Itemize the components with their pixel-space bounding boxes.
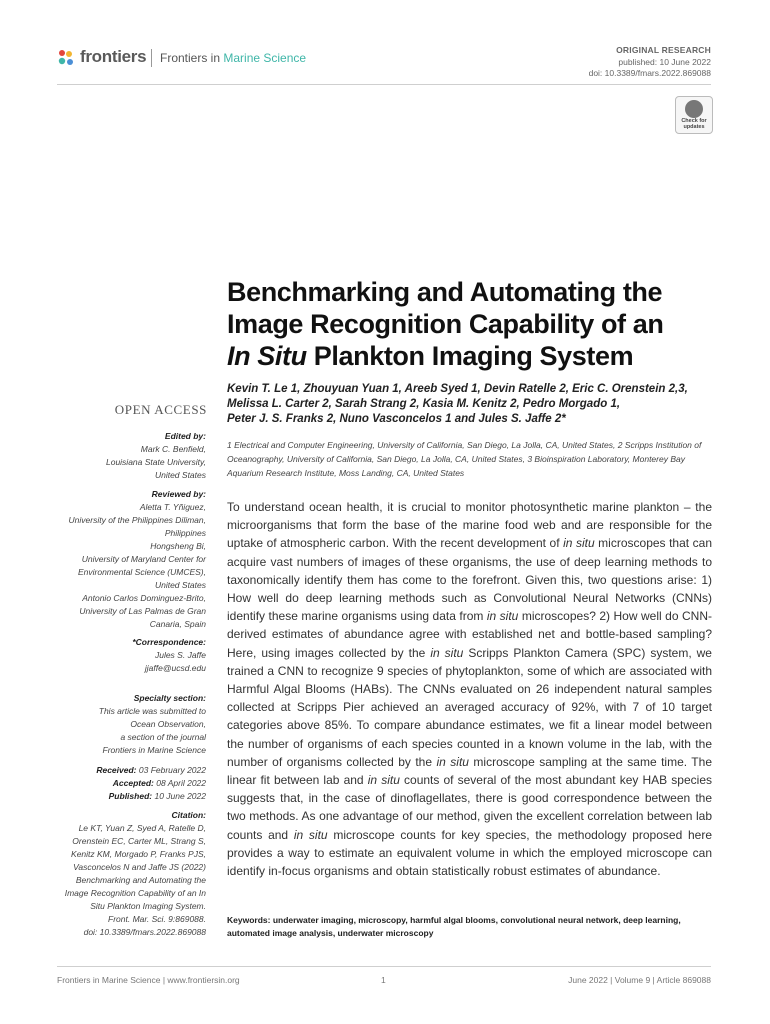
- keywords: Keywords: underwater imaging, microscopy, harmful algal blooms, convolutional neural network, deep learning, automated image analysis, underwater microscopy: [227, 915, 681, 938]
- journal-name[interactable]: [160, 51, 306, 65]
- header-divider: [57, 84, 711, 85]
- reviewer-line: Aletta T. Yñiguez,: [139, 502, 206, 512]
- citation-line: Benchmarking and Automating the: [75, 875, 206, 885]
- specialty-block: [56, 692, 206, 757]
- page-number: 1: [381, 975, 386, 985]
- published-date: published: 10 June 2022: [618, 57, 711, 67]
- author-line-2: Melissa L. Carter 2, Sarah Strang 2, Kasia M. Kenitz 2, Pedro Morgado 1,: [227, 398, 621, 410]
- citation-line: Situ Plankton Imaging System.: [90, 901, 206, 911]
- reviewer-line: Canaria, Spain: [149, 619, 206, 629]
- open-access-label: OPEN ACCESS: [114, 402, 207, 417]
- journal-prefix: Frontiers in: [160, 51, 221, 65]
- reviewer-line: Environmental Science (UMCES),: [77, 567, 206, 577]
- brand-separator: [151, 49, 152, 67]
- title-line-3: [227, 340, 707, 372]
- abstract-italic: in situ: [563, 536, 595, 551]
- title-line-1: Benchmarking and Automating the: [227, 277, 663, 307]
- abstract-segment: To understand ocean health, it is crucial to monitor photosynthetic marine plankton – the microorganisms that form the base of the marine food web and are responsible for the uptake of atmospheric carbon. With the recent development of: [227, 500, 712, 551]
- specialty-label: Specialty section:: [133, 693, 206, 703]
- correspondence-label: *Correspondence:: [132, 637, 206, 647]
- edited-by-line: United States: [154, 470, 206, 480]
- abstract-segment: microscopes? 2) How well do CNN-derived estimates of abundance agree with established net and bottle-based sampling? Here, using images collected by the: [227, 609, 712, 660]
- citation-line: Front. Mar. Sci. 9:869088.: [108, 914, 206, 924]
- footer-journal-link[interactable]: Frontiers in Marine Science | www.frontiersin.org: [57, 975, 240, 985]
- accepted-label: Accepted:: [112, 778, 154, 788]
- reviewed-by-label: Reviewed by:: [151, 489, 206, 499]
- received-label: Received:: [96, 765, 137, 775]
- journal-accent: Marine Science: [223, 51, 307, 65]
- author-line-3: Peter J. S. Franks 2, Nuno Vasconcelos 1 and Jules S. Jaffe 2*: [227, 413, 566, 425]
- citation-line: Le KT, Yuan Z, Syed A, Ratelle D,: [78, 823, 206, 833]
- article-type: ORIGINAL RESEARCH: [616, 45, 711, 55]
- affiliation-line-2: Oceanography, University of California, San Diego, La Jolla, CA, United States, 3 Bioinspiration Laboratory, Monterey Bay: [227, 454, 685, 464]
- footer-divider: [57, 966, 711, 967]
- frontiers-logo-icon: [57, 49, 75, 67]
- citation-doi[interactable]: doi: 10.3389/fmars.2022.869088: [83, 927, 206, 937]
- edited-by-label: Edited by:: [164, 431, 206, 441]
- accepted-value: 08 April 2022: [156, 778, 206, 788]
- brand-name[interactable]: frontiers: [80, 47, 147, 66]
- specialty-line: Frontiers in Marine Science: [102, 745, 206, 755]
- published-date-side: [56, 790, 206, 803]
- received-date: [56, 764, 206, 777]
- received-value: 03 February 2022: [138, 765, 206, 775]
- reviewed-by-block: [56, 488, 206, 631]
- specialty-line: This article was submitted to: [98, 706, 206, 716]
- check-for-updates-button[interactable]: [675, 96, 713, 134]
- reviewer-line: University of the Philippines Diliman,: [68, 515, 206, 525]
- author-list: [227, 382, 697, 427]
- affiliation-line-1: 1 Electrical and Computer Engineering, University of California, San Diego, La Jolla, CA, United States, 2 Scripps Institution of: [227, 440, 702, 450]
- edited-by-line: Louisiana State University,: [105, 457, 206, 467]
- reviewer-line: Philippines: [164, 528, 206, 538]
- dates-block: [56, 764, 206, 803]
- reviewer-line: Hongsheng Bi,: [150, 541, 206, 551]
- citation-line: Image Recognition Capability of an In: [64, 888, 206, 898]
- citation-line: Vasconcelos N and Jaffe JS (2022): [73, 862, 206, 872]
- abstract-italic: in situ: [293, 827, 328, 842]
- abstract-text: [227, 498, 712, 880]
- citation-label: Citation:: [171, 810, 206, 820]
- specialty-line: a section of the journal: [120, 732, 206, 742]
- reviewer-line: University of Maryland Center for: [81, 554, 206, 564]
- check-updates-icon: [685, 100, 703, 118]
- abstract-segment: microscopes that can acquire vast numbers of images of these organisms, the use of deep learning methods to taxonomically identify them has come to the forefront. Given this, two questions arise: 1) How well do deep learning methods such as Convolutional Neural Networks (CNNs) identify these marine organisms using data from: [227, 536, 712, 624]
- reviewer-line: United States: [154, 580, 206, 590]
- check-updates-label: Check for updates: [681, 118, 707, 130]
- reviewer-line: University of Las Palmas de Gran: [79, 606, 206, 616]
- title-italic: In Situ: [227, 341, 307, 371]
- affiliations: [227, 438, 712, 480]
- correspondence-email[interactable]: jjaffe@ucsd.edu: [144, 663, 206, 673]
- reviewer-line: Antonio Carlos Dominguez-Brito,: [82, 593, 206, 603]
- title-rest: Plankton Imaging System: [306, 341, 634, 371]
- footer-issue-info: June 2022 | Volume 9 | Article 869088: [568, 975, 711, 985]
- doi-link[interactable]: doi: 10.3389/fmars.2022.869088: [588, 68, 711, 78]
- abstract-italic: in situ: [486, 609, 519, 624]
- affiliation-line-3: Aquarium Research Institute, Moss Landing, CA, United States: [227, 468, 465, 478]
- published-label: Published:: [108, 791, 153, 801]
- abstract-italic: in situ: [436, 754, 469, 769]
- author-line-1: Kevin T. Le 1, Zhouyuan Yuan 1, Areeb Syed 1, Devin Ratelle 2, Eric C. Orenstein 2,3,: [227, 383, 688, 395]
- correspondence-block: [56, 636, 206, 675]
- abstract-segment: counts of several of the most abundant key HAB species suggests that, in the case of dinoflagellates, there is good correspondence between the two methods. As one advantage of our method, given the excellent correlation between lab counts and: [227, 773, 712, 842]
- citation-line: Kenitz KM, Morgado P, Franks PJS,: [71, 849, 206, 859]
- abstract-segment: microscope sampling at the same time. The linear fit between lab and: [227, 754, 712, 788]
- citation-block: [56, 809, 206, 939]
- accepted-date: [56, 777, 206, 790]
- abstract-italic: in situ: [367, 773, 400, 788]
- title-line-2: Image Recognition Capability of an: [227, 309, 664, 339]
- published-value: 10 June 2022: [154, 791, 206, 801]
- abstract-segment: microscope counts for key species, the methodology proposed here provides a way to estimate an equivalent volume in which the employed microscope can identify in-focus organisms and obtain statistically robust estimates of abundance.: [227, 827, 712, 879]
- specialty-line: Ocean Observation,: [130, 719, 206, 729]
- correspondence-name: Jules S. Jaffe: [154, 650, 206, 660]
- edited-by-block: [56, 430, 206, 482]
- citation-line: Orenstein EC, Carter ML, Strang S,: [72, 836, 206, 846]
- abstract-italic: in situ: [430, 645, 464, 660]
- article-title: [227, 276, 707, 372]
- edited-by-line: Mark C. Benfield,: [140, 444, 206, 454]
- abstract-segment: Scripps Plankton Camera (SPC) system, we trained a CNN to recognize 9 species of phytoplankton, some of which are associated with Harmful Algal Blooms (HABs). The CNNs evaluated on 26 independent natural samples collected at Scripps Pier achieved an averaged accuracy of 92%, with 7 of 10 target categories above 85%. To compare abundance estimates, we fit a linear model between the number of organisms of each species counted in a known volume in the lab, with the number of organisms collected by the: [227, 645, 712, 769]
